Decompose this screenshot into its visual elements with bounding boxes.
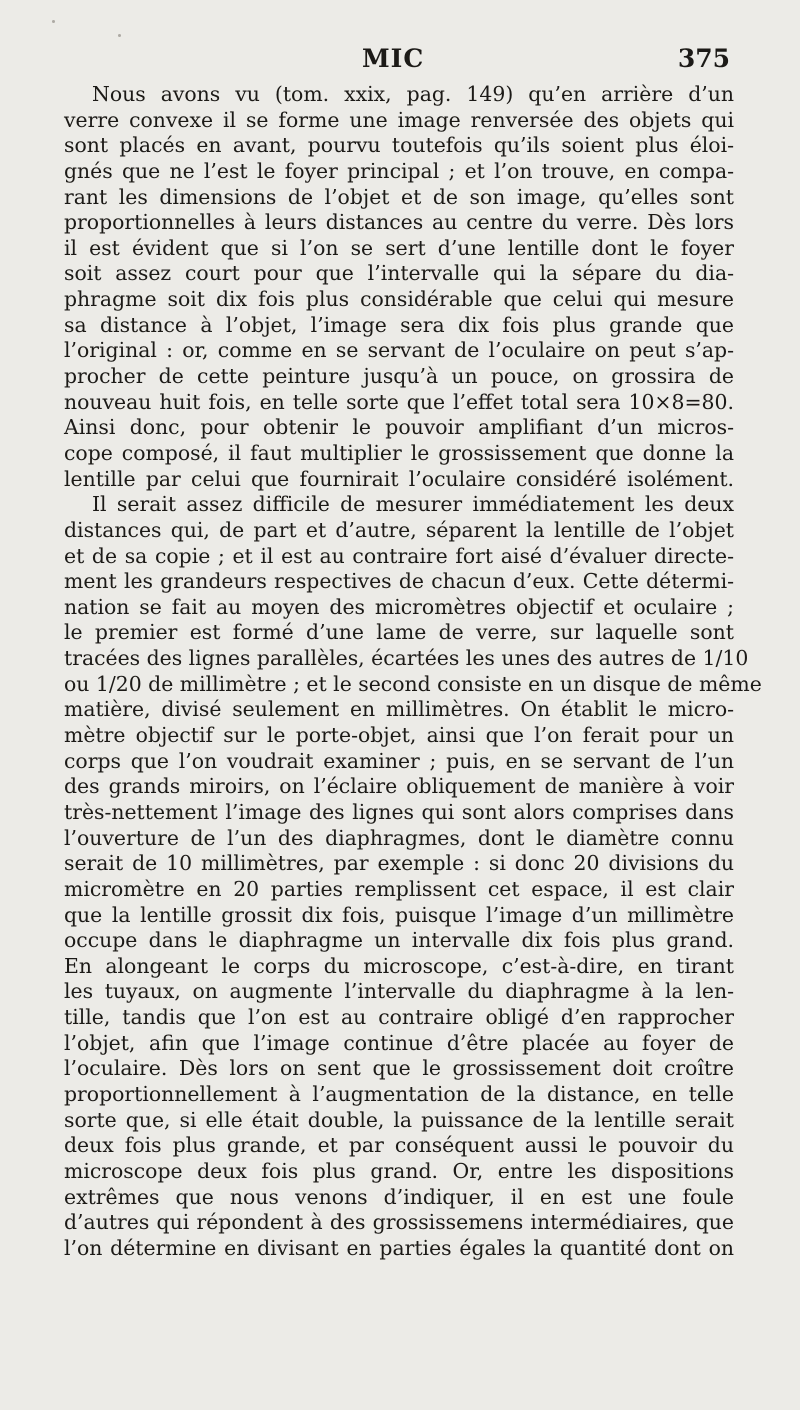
- text-line: sorte que, si elle était double, la puissance de la lentille serait: [64, 1107, 734, 1132]
- page-number: 375: [677, 44, 730, 73]
- text-line: mètre objectif sur le porte-objet, ainsi que l’on ferait pour un: [64, 723, 734, 748]
- text-line: Ainsi donc, pour obtenir le pouvoir amplifiant d’un micros-: [64, 415, 734, 440]
- text-line: que la lentille grossit dix fois, puisque l’image d’un millimètre: [64, 902, 734, 927]
- text-line: il est évident que si l’on se sert d’une lentille dont le foyer: [64, 235, 734, 260]
- page-header: [0, 44, 800, 78]
- text-line: l’oculaire. Dès lors on sent que le grossissement doit croître: [64, 1056, 734, 1081]
- text-line: et de sa copie ; et il est au contraire fort aisé d’évaluer directe-: [64, 543, 734, 568]
- text-line: nouveau huit fois, en telle sorte que l’effet total sera 10×8=80.: [64, 389, 734, 414]
- text-line: l’objet, afin que l’image continue d’être placée au foyer de: [64, 1030, 734, 1055]
- text-line: ou 1/20 de millimètre ; et le second consiste en un disque de même: [64, 671, 762, 696]
- text-line: l’ouverture de l’un des diaphragmes, dont le diamètre connu: [64, 825, 734, 850]
- text-line: phragme soit dix fois plus considérable que celui qui mesure: [64, 287, 734, 312]
- text-line: micromètre en 20 parties remplissent cet espace, il est clair: [64, 876, 734, 901]
- text-line: microscope deux fois plus grand. Or, entre les dispositions: [64, 1158, 734, 1183]
- text-line: d’autres qui répondent à des grossissemens intermédiaires, que: [64, 1210, 734, 1235]
- text-line: proportionnellement à l’augmentation de la distance, en telle: [64, 1081, 734, 1106]
- text-line: tracées des lignes parallèles, écartées les unes des autres de 1/10: [64, 646, 749, 671]
- paper-speck: [52, 20, 55, 23]
- running-head: MIC: [362, 44, 425, 73]
- text-line: distances qui, de part et d’autre, séparent la lentille de l’objet: [64, 517, 734, 542]
- body-text: [64, 82, 762, 1261]
- text-line: corps que l’on voudrait examiner ; puis, en se servant de l’un: [64, 748, 734, 773]
- text-line: soit assez court pour que l’intervalle qui la sépare du dia-: [64, 261, 734, 286]
- text-line: très-nettement l’image des lignes qui sont alors comprises dans: [64, 799, 734, 824]
- text-line: matière, divisé seulement en millimètres. On établit le micro-: [64, 697, 734, 722]
- text-line: verre convexe il se forme une image renversée des objets qui: [64, 107, 734, 132]
- text-line: sa distance à l’objet, l’image sera dix fois plus grande que: [64, 312, 734, 337]
- text-line: sont placés en avant, pourvu toutefois qu’ils soient plus éloi-: [64, 133, 734, 158]
- text-line: l’on détermine en divisant en parties égales la quantité dont on: [64, 1235, 734, 1260]
- text-line: occupe dans le diaphragme un intervalle dix fois plus grand.: [64, 928, 734, 953]
- text-line: procher de cette peinture jusqu’à un pouce, on grossira de: [64, 364, 734, 389]
- text-line: serait de 10 millimètres, par exemple : si donc 20 divisions du: [64, 851, 734, 876]
- text-line: tille, tandis que l’on est au contraire obligé d’en rapprocher: [64, 1005, 734, 1030]
- text-line: rant les dimensions de l’objet et de son image, qu’elles sont: [64, 184, 734, 209]
- text-line: gnés que ne l’est le foyer principal ; et l’on trouve, en compa-: [64, 158, 734, 183]
- text-line: Il serait assez difficile de mesurer immédiatement les deux: [92, 492, 734, 517]
- text-line: nation se fait au moyen des micromètres objectif et oculaire ;: [64, 594, 734, 619]
- text-line: En alongeant le corps du microscope, c’est-à-dire, en tirant: [64, 953, 734, 978]
- text-line: des grands miroirs, on l’éclaire obliquement de manière à voir: [64, 774, 734, 799]
- text-line: lentille par celui que fournirait l’oculaire considéré isolément.: [64, 466, 734, 491]
- text-line: deux fois plus grande, et par conséquent aussi le pouvoir du: [64, 1133, 734, 1158]
- text-line: les tuyaux, on augmente l’intervalle du diaphragme à la len-: [64, 979, 734, 1004]
- paper-speck: [118, 34, 121, 37]
- text-line: l’original : or, comme en se servant de l’oculaire on peut s’ap-: [64, 338, 734, 363]
- text-line: proportionnelles à leurs distances au centre du verre. Dès lors: [64, 210, 734, 235]
- text-line: ment les grandeurs respectives de chacun d’eux. Cette détermi-: [64, 569, 734, 594]
- text-line: extrêmes que nous venons d’indiquer, il en est une foule: [64, 1184, 734, 1209]
- text-line: cope composé, il faut multiplier le grossissement que donne la: [64, 440, 734, 465]
- text-line: le premier est formé d’une lame de verre, sur laquelle sont: [64, 620, 734, 645]
- text-line: Nous avons vu (tom. xxix, pag. 149) qu’en arrière d’un: [92, 82, 734, 106]
